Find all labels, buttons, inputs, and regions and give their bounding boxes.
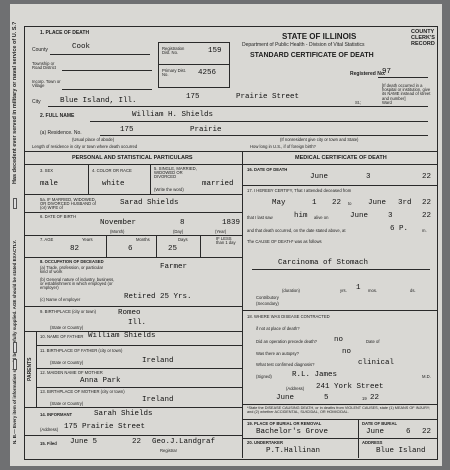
attended-from-day: 1 — [312, 199, 317, 207]
occupation-c: (c) Name of employer — [40, 297, 81, 302]
age-label: 7. AGE — [40, 237, 54, 242]
death-certificate — [10, 4, 442, 466]
undertaker-address: Blue Island — [376, 447, 426, 455]
filed-value: June 5 — [70, 438, 98, 446]
cause-text: The CAUSE OF DEATH* was as follows — [247, 239, 322, 244]
registered-no-label: Registered No. — [350, 71, 386, 77]
mother-birth-label: 13. BIRTHPLACE OF MOTHER (city or town) — [40, 389, 125, 394]
registrar-label: Registrar — [160, 448, 177, 453]
physician-name: R.L. James — [292, 371, 338, 379]
full-name-label: 2. FULL NAME — [40, 113, 75, 119]
disease-contracted-label: 18. WHERE WAS DISEASE CONTRACTED — [247, 314, 330, 319]
burial-date-day: 6 — [406, 428, 411, 436]
duration-value: 1 — [356, 284, 361, 292]
days-unit: ds. — [410, 288, 416, 293]
certify-label: 17. I HEREBY CERTIFY, That I attended deceased from — [247, 188, 352, 193]
birthplace-state-label: (State or Country) — [50, 325, 84, 330]
him-value: him — [294, 212, 308, 220]
father-name-label: 10. NAME OF FATHER — [40, 334, 84, 339]
cause-value: Carcinoma of Stomach — [278, 259, 369, 267]
race-label: 4. COLOR OR RACE — [92, 168, 132, 173]
registration-dist-label: Registration Dist. No. — [162, 46, 185, 56]
mother-name-label: 12. MAIDEN NAME OF MOTHER — [40, 370, 103, 375]
certificate-title: STANDARD CERTIFICATE OF DEATH — [250, 52, 374, 59]
nonresident-note: (If nonresident give city or town and State) — [280, 137, 359, 142]
date-of-label: Date of — [366, 339, 380, 344]
sex-value: male — [40, 180, 59, 188]
spouse-value: Sarad Shields — [120, 199, 179, 207]
alive-day: 3 — [388, 212, 393, 220]
birthplace-city: Romeo — [118, 309, 141, 317]
occupation-label: 8. OCCUPATION OF DECEASED — [40, 259, 104, 264]
undertaker-address-label: ADDRESS — [362, 440, 383, 445]
occupation-b: (b) General nature of industry, business, or establishment in which employed (or employer) — [40, 277, 115, 291]
years-label: Years — [82, 237, 93, 242]
autopsy-value: no — [342, 348, 352, 356]
confirmed-label: What test confirmed diagnosis? — [256, 362, 315, 367]
occupation-a: (a) Trade, profession, or particular kind of work — [40, 265, 104, 275]
ward-label: Ward — [382, 100, 392, 105]
date-of-death-label: 16. DATE OF DEATH — [247, 167, 288, 172]
marital-value: married — [202, 180, 234, 188]
age-months: 6 — [128, 245, 133, 253]
duration-label: (duration) — [282, 288, 300, 293]
occupation-retired: Retired 25 Yrs. — [124, 293, 192, 301]
incorp-label: Incorp. Town or Village — [32, 79, 61, 89]
pin-mark — [13, 342, 17, 353]
date-of-death-month: June — [310, 173, 329, 181]
days-label: Days — [178, 237, 188, 242]
attended-from-month: May — [272, 199, 286, 207]
signature-month: June — [276, 394, 295, 402]
address-number: 175 — [186, 93, 200, 101]
birth-year: 1839 — [222, 219, 241, 227]
burial-date-year: 22 — [422, 428, 432, 436]
informant-label: 14. INFORMANT — [40, 412, 73, 417]
physician-address: 241 York Street — [316, 383, 384, 391]
undertaker-name: P.T.Hallinan — [266, 447, 321, 455]
informant-address-label: (Address) — [40, 427, 59, 432]
alive-date: June — [350, 212, 369, 220]
length-residence-label: Length of residence in city or town where death occurred — [32, 144, 138, 149]
signature-year-prefix: 19 — [362, 396, 367, 401]
marital-sub: (Write the word) — [154, 187, 184, 192]
father-birth-label: 11. BIRTHPLACE OF FATHER (city or town) — [40, 348, 123, 353]
birth-month: November — [100, 219, 137, 227]
to-label: to — [348, 201, 352, 206]
registration-dist-value: 159 — [208, 47, 222, 55]
physician-address-label: (Address) — [286, 386, 305, 391]
age-years: 82 — [70, 245, 80, 253]
father-state-label: (State or Country) — [50, 360, 84, 365]
county-clerk-line-2: CLERK'S — [411, 35, 435, 41]
undertaker-label: 20. UNDERTAKER — [247, 440, 283, 445]
full-name-value: William H. Shields — [132, 111, 214, 119]
md-label: M.D. — [422, 374, 431, 379]
signed-label: (Signed) — [256, 374, 272, 379]
attended-to-day: 3rd — [398, 199, 412, 207]
signature-year: 22 — [370, 394, 380, 402]
signature-day: 5 — [324, 394, 329, 402]
race-value: white — [102, 180, 125, 188]
months-unit: mos. — [368, 288, 378, 293]
residence-street: Prairie — [190, 126, 222, 134]
birth-year-sub: (Year) — [215, 229, 227, 234]
city-value: Blue Island, Ill. — [60, 97, 137, 105]
burial-date-month: June — [366, 428, 385, 436]
city-label: City — [32, 99, 41, 105]
township-label: Township or Road District — [32, 61, 56, 71]
contributory-label: Contributory — [256, 295, 279, 300]
county-value: Cook — [72, 43, 91, 51]
violent-causes-note: *State the DISEASE CAUSING DEATH, or in deaths from VIOLENT CAUSES, state (1) MEANS OF INJURY; and (2) whether ACCIDENTAL, SUICIDAL, OR HOMICIDAL. — [247, 406, 431, 414]
alive-year: 22 — [422, 212, 432, 220]
registrar-name: Geo.J.Landgraf — [152, 438, 216, 446]
mother-birthplace: Ireland — [142, 396, 174, 404]
county-clerk-line-1: COUNTY — [411, 29, 435, 35]
attended-to-month: June — [368, 199, 387, 207]
foreign-birth-label: How long in U.S., if of foreign birth? — [250, 144, 316, 149]
date-of-death-day: 3 — [366, 173, 371, 181]
filed-label: 15. Filed — [40, 441, 57, 446]
burial-place: Bachelor's Grove — [256, 428, 329, 436]
informant-name: Sarah Shields — [94, 410, 153, 418]
st-label: St.; — [355, 100, 362, 105]
hospital-note: [If death occurred in a hospital or institution, give its NAME instead of street and number] — [382, 83, 431, 101]
primary-dist-label: Primary Dist. No. — [162, 68, 186, 78]
residence-label: (a) Residence. No. — [40, 130, 82, 136]
registered-no-value: 97 — [382, 68, 392, 76]
age-days: 25 — [168, 245, 178, 253]
birthplace-label: 9. BIRTHPLACE (city or town) — [40, 309, 97, 314]
m-label: m. — [422, 228, 427, 233]
less-than-label: IF LESS than 1 day — [216, 236, 236, 246]
place-of-death-label: 1. PLACE OF DEATH — [40, 30, 90, 36]
autopsy-label: Was there an autopsy? — [256, 351, 299, 356]
attended-to-year: 22 — [422, 199, 432, 207]
years-unit: yrs. — [340, 288, 347, 293]
not-place-label: if not at place of death? — [256, 326, 300, 331]
marital-label: 5. SINGLE, MARRIED, WIDOWED OR DIVORCED — [154, 166, 197, 180]
margin-military-text: Has decedent ever served in military or naval service of U. S.? — [12, 21, 18, 184]
operation-label: Did an operation precede death? — [256, 339, 317, 344]
primary-dist-value: 4256 — [198, 69, 217, 77]
mother-name: Anna Park — [80, 377, 121, 385]
department-line: Department of Public Health - Division of Vital Statistics — [242, 42, 365, 48]
last-saw-text: that I last saw — [247, 215, 273, 220]
county-label: County — [32, 47, 48, 53]
usual-place-label: (Usual place of abode) — [72, 137, 115, 142]
medical-section-title: MEDICAL CERTIFICATE OF DEATH — [295, 155, 387, 161]
birth-date-label: 6. DATE OF BIRTH — [40, 214, 77, 219]
birth-day: 8 — [180, 219, 185, 227]
sex-label: 3. SEX — [40, 168, 54, 173]
attended-from-year: 22 — [332, 199, 342, 207]
pin-mark — [13, 198, 17, 209]
personal-section-title: PERSONAL AND STATISTICAL PARTICULARS — [72, 155, 193, 161]
occurred-text: and that death occurred, on the date stated above, at — [247, 228, 346, 233]
address-street: Prairie Street — [236, 93, 300, 101]
burial-date-label: DATE OF BURIAL — [362, 421, 398, 426]
column-divider — [242, 151, 243, 458]
burial-label: 19. PLACE OF BURIAL OR REMOVAL — [247, 421, 322, 426]
state-title: STATE OF ILLINOIS — [282, 32, 357, 41]
confirmed-value: clinical — [358, 359, 395, 367]
secondary-label: (Secondary) — [256, 301, 279, 306]
informant-address: 175 Prairie Street — [64, 423, 146, 431]
alive-on-text: alive on — [314, 215, 329, 220]
date-of-death-year: 22 — [422, 173, 432, 181]
months-label: Months — [136, 237, 150, 242]
pin-mark — [13, 359, 17, 370]
filed-year: 22 — [132, 438, 142, 446]
birth-day-sub: (Day) — [173, 229, 184, 234]
county-clerk-line-3: RECORD — [411, 41, 435, 47]
birthplace-state: Ill. — [128, 319, 147, 327]
birth-month-sub: (Month) — [110, 229, 125, 234]
operation-value: no — [334, 336, 344, 344]
mother-state-label: (State or Country) — [50, 401, 84, 406]
spouse-label: 5a. IF MARRIED, WIDOWED, OR DIVORCED HUSBAND of (or) WIFE of — [40, 197, 96, 211]
father-name: William Shields — [88, 332, 156, 340]
parents-label: PARENTS — [27, 357, 33, 381]
time-value: 6 P. — [390, 225, 409, 233]
residence-number: 175 — [120, 126, 134, 134]
occupation-value: Farmer — [160, 263, 188, 271]
father-birthplace: Ireland — [142, 357, 174, 365]
